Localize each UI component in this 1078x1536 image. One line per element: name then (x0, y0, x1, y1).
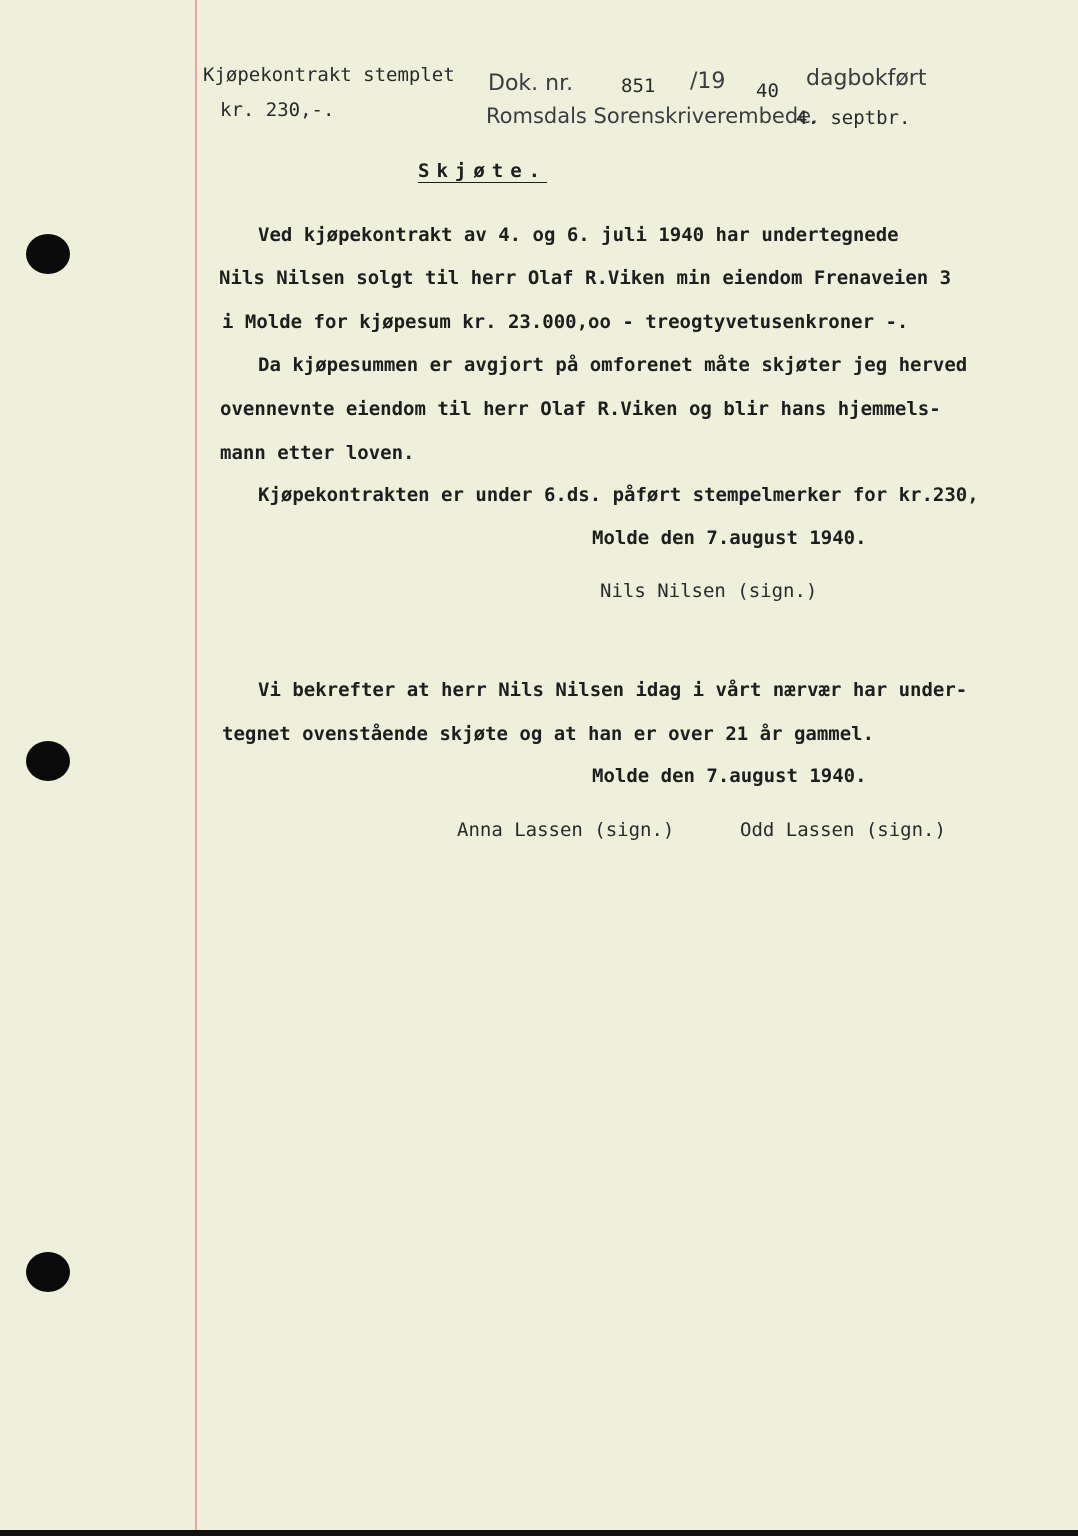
place-date-1: Molde den 7.august 1940. (592, 527, 867, 549)
paragraph-line-2: Nils Nilsen solgt til herr Olaf R.Viken min eiendom Frenaveien 3 (219, 267, 952, 289)
stamp-duty-note: Kjøpekontrakt stemplet (203, 64, 455, 86)
punch-hole-middle (26, 741, 70, 781)
scan-edge (0, 1530, 1078, 1536)
witness-line-1: Vi bekrefter at herr Nils Nilsen idag i vårt nærvær har under- (258, 679, 968, 701)
dok-year-prefix: /19 (690, 69, 726, 94)
dok-label: Dok. nr. (488, 71, 574, 96)
stamp-duty-amount: kr. 230,-. (220, 99, 335, 121)
margin-line (195, 0, 197, 1530)
dagbokfort-stamp: dagbokført (806, 66, 927, 91)
witness-line-2: tegnet ovenstående skjøte og at han er over 21 år gammel. (222, 723, 875, 745)
paragraph-line-6: mann etter loven. (220, 442, 415, 464)
paragraph-line-7: Kjøpekontrakten er under 6.ds. påført stempelmerker for kr.230, (258, 484, 979, 506)
paragraph-line-4: Da kjøpesummen er avgjort på omforenet måte skjøter jeg herved (258, 354, 968, 376)
witness-signature-2: Odd Lassen (sign.) (740, 819, 946, 841)
registration-date: 4. septbr. (796, 107, 911, 129)
seller-signature: Nils Nilsen (sign.) (600, 580, 818, 602)
punch-hole-bottom (26, 1252, 70, 1292)
witness-signature-1: Anna Lassen (sign.) (457, 819, 675, 841)
office-stamp: Romsdals Sorenskriverembede. (486, 104, 818, 128)
paragraph-line-3: i Molde for kjøpesum kr. 23.000,oo - treogtyvetusenkroner -. (222, 311, 909, 333)
paragraph-line-5: ovennevnte eiendom til herr Olaf R.Viken og blir hans hjemmels- (220, 398, 941, 420)
dok-number: 851 (621, 75, 656, 97)
paragraph-line-1: Ved kjøpekontrakt av 4. og 6. juli 1940 har undertegnede (258, 224, 899, 246)
place-date-2: Molde den 7.august 1940. (592, 765, 867, 787)
dok-year-suffix: 40 (756, 80, 779, 102)
punch-hole-top (26, 234, 70, 274)
document-title: Skjøte. (418, 160, 548, 182)
